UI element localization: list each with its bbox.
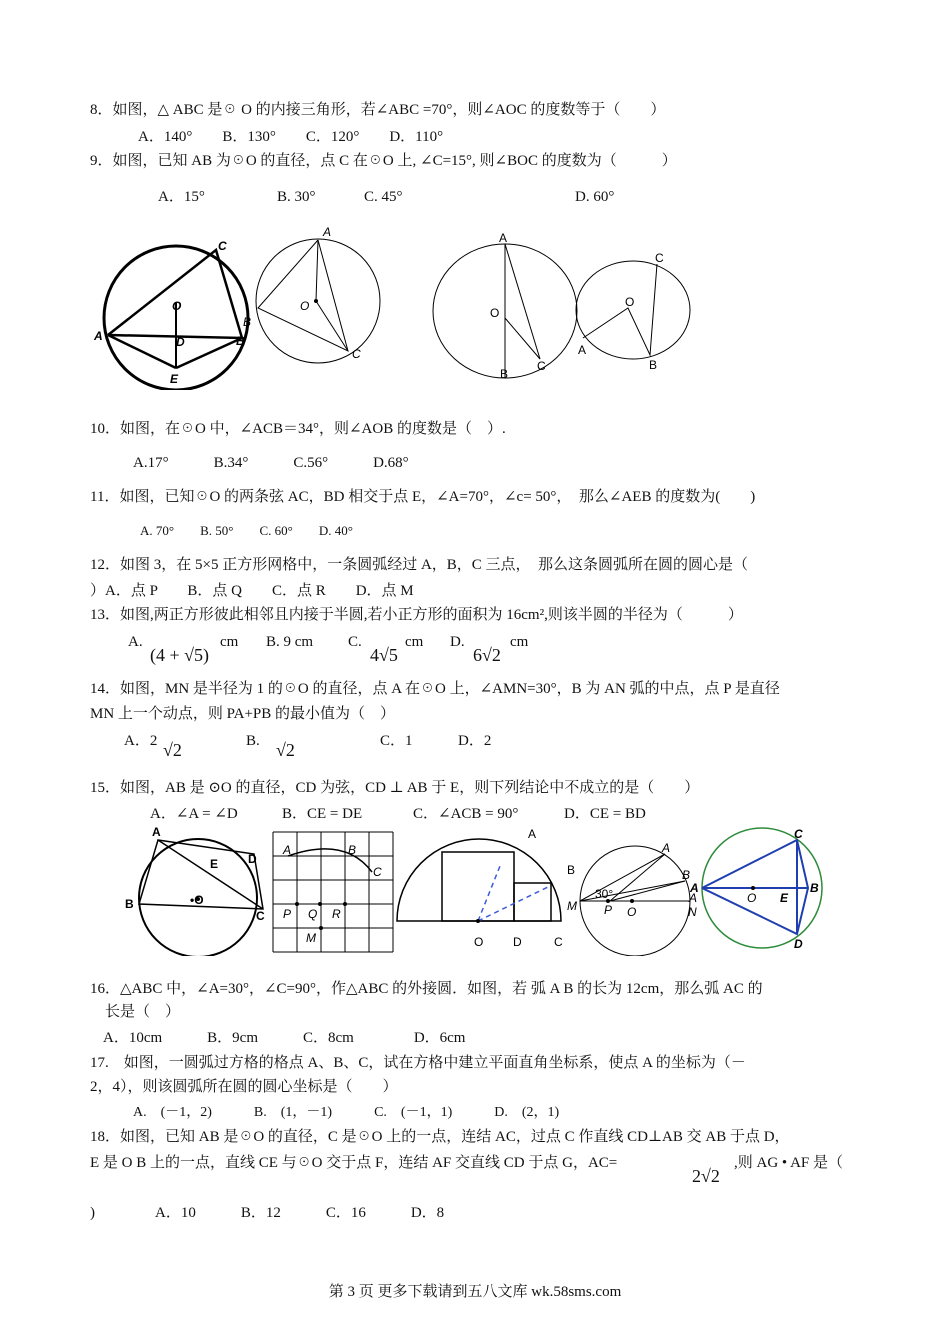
- f4-label-a: A: [578, 343, 587, 357]
- f8-label-a-top: A: [662, 841, 671, 855]
- figure-row-1: [90, 218, 710, 390]
- f2-label-b: B: [243, 315, 252, 329]
- figure-row-2: [120, 826, 830, 956]
- q17-options: A. (－1，2) B. (1，－1) C. (－1，1) D. (2，1): [133, 1105, 560, 1120]
- f9-label-c: C: [794, 827, 803, 841]
- q9-option-d: D. 60°: [575, 189, 615, 205]
- f5-label-d: D: [248, 852, 257, 866]
- f6-label-r: R: [332, 907, 341, 921]
- q18-line1: 18．如图，已知 AB 是☉O 的直径，C 是☉O 上的一点，连结 AC，过点 C 作直线 CD⊥AB 交 AB 于点 D，: [90, 1129, 790, 1145]
- q10-stem: 10．如图，在☉O 中，∠ACB＝34°，则∠AOB 的度数是（ ）.: [90, 421, 506, 437]
- q9-option-a: A．15°: [158, 189, 205, 205]
- f8-label-b: B: [682, 868, 691, 882]
- f1-label-b: B: [236, 334, 245, 348]
- f4-label-b: B: [649, 358, 658, 372]
- q9-stem: 9．如图，已知 AB 为☉O 的直径，点 C 在☉O 上, ∠C=15°, 则∠BOC 的度数为（ ）: [90, 153, 677, 169]
- f1-label-o: O: [172, 299, 182, 313]
- f5-label-b: B: [125, 897, 134, 911]
- q12-line1: 12．如图 3，在 5×5 正方形网格中，一条圆弧经过 A，B，C 三点， 那么这条圆弧所在圆的圆心是（: [90, 557, 749, 573]
- q12-line2: ）A．点 P B．点 Q C．点 R D．点 M: [90, 583, 414, 599]
- f9-label-e: E: [780, 891, 789, 905]
- q18-line2-end: ,则 AG • AF 是（: [734, 1155, 844, 1171]
- f7-label-o: O: [474, 935, 484, 949]
- f6-label-q: Q: [308, 907, 318, 921]
- q18-line2-value: 2√2: [692, 1166, 720, 1186]
- f8-label-p: P: [604, 903, 613, 917]
- f1-label-d: D: [176, 335, 185, 349]
- f5-label-e: E: [210, 857, 219, 871]
- f6-label-m: M: [306, 931, 316, 945]
- f2-label-o: O: [300, 299, 310, 313]
- f3-label-c: C: [537, 359, 546, 373]
- q15-stem: 15．如图，AB 是 ⊙O 的直径，CD 为弦，CD ⊥ AB 于 E，则下列结论中不成立的是（ ）: [90, 780, 700, 796]
- q13-option-a-unit: cm: [220, 634, 239, 650]
- q14-option-d: D．2: [458, 733, 492, 749]
- f2-label-c: C: [352, 347, 361, 361]
- f1-label-e: E: [170, 372, 179, 386]
- q13-option-c: C.: [348, 634, 362, 650]
- q10-options: A.17° B.34° C.56° D.68°: [133, 455, 409, 471]
- q13-option-d-unit: cm: [510, 634, 529, 650]
- q13-option-d-value: 6√2: [473, 645, 501, 665]
- q14-option-b-value: √2: [276, 740, 295, 760]
- q13-option-a-value: (4 + √5): [150, 645, 210, 665]
- q18-line3: ) A．10 B．12 C．16 D．8: [90, 1205, 445, 1221]
- f9-label-b: B: [810, 881, 819, 895]
- q17-line2: 2，4），则该圆弧所在圆的圆心坐标是（ ）: [90, 1079, 398, 1095]
- q15-option-d: D．CE = BD: [564, 806, 646, 822]
- f8-label-n: N: [688, 905, 697, 919]
- f3-label-o: O: [490, 306, 500, 320]
- f2-label-a: A: [323, 225, 332, 239]
- q14-line2: MN 上一个动点，则 PA+PB 的最小值为（ ）: [90, 706, 396, 722]
- f3-label-b: B: [500, 367, 509, 381]
- q14-option-b: B.: [246, 733, 260, 749]
- f8-label-o: O: [627, 905, 637, 919]
- q9-option-c: C. 45°: [364, 189, 403, 205]
- q13-option-a: A.: [128, 634, 143, 650]
- q11-options: A. 70° B. 50° C. 60° D. 40°: [140, 523, 353, 538]
- q18-line2: E 是 O B 上的一点，直线 CE 与☉O 交于点 F，连结 AF 交直线 CD 于点 G，AC=: [90, 1155, 618, 1171]
- f4-label-c: C: [655, 251, 664, 265]
- f7-label-d: D: [513, 935, 522, 949]
- f7-label-a: A: [528, 827, 537, 841]
- q14-line1: 14．如图，MN 是半径为 1 的☉O 的直径，点 A 在☉O 上，∠AMN=30°，B 为 AN 弧的中点，点 P 是直径: [90, 681, 780, 697]
- q16-options: A．10cm B．9cm C．8cm D．6cm: [103, 1030, 466, 1046]
- q8-options: A．140° B．130° C．120° D．110°: [138, 129, 444, 145]
- f9-label-o: O: [747, 891, 757, 905]
- page-footer: 第 3 页 更多下载请到五八文库 wk.58sms.com: [328, 1284, 622, 1300]
- f6-label-p: P: [283, 907, 292, 921]
- q16-line1: 16．△ABC 中，∠A=30°，∠C=90°，作△ABC 的外接圆．如图，若 弧 A B 的长为 12cm，那么弧 AC 的: [90, 981, 763, 997]
- f7-label-c: C: [554, 935, 563, 949]
- q13-stem: 13．如图,两正方形彼此相邻且内接于半圆,若小正方形的面积为 16cm²,则该半圆的半径为（ ）: [90, 607, 743, 623]
- f9-label-a: A: [690, 881, 699, 895]
- q13-option-b: B. 9 cm: [266, 634, 314, 650]
- f5-label-c: C: [256, 909, 265, 923]
- q11-stem: 11．如图，已知☉O 的两条弦 AC，BD 相交于点 E，∠A=70°，∠c= 50°， 那么∠AEB 的度数为( ): [90, 489, 756, 505]
- q15-option-a: A．∠A = ∠D: [150, 806, 238, 822]
- q14-option-a: A．2: [124, 733, 158, 749]
- f8-label-a: A: [689, 891, 698, 905]
- q14-option-c: C．1: [380, 733, 413, 749]
- f5-label-a: A: [152, 826, 161, 839]
- f1-label-c: C: [218, 239, 227, 253]
- q9-option-b: B. 30°: [277, 189, 316, 205]
- q13-option-c-unit: cm: [405, 634, 424, 650]
- q17-line1: 17. 如图，一圆弧过方格的格点 A、B、C，试在方格中建立平面直角坐标系，使点 A 的坐标为（－: [90, 1055, 746, 1071]
- f3-label-a: A: [499, 231, 508, 245]
- q13-option-c-value: 4√5: [370, 645, 398, 665]
- f1-label-a: A: [94, 329, 103, 343]
- f6-label-c: C: [373, 865, 382, 879]
- q16-line2: 长是（ ）: [105, 1004, 181, 1020]
- f8-label-m: M: [567, 899, 577, 913]
- f6-label-b: B: [348, 843, 357, 857]
- q15-option-b: B．CE = DE: [282, 806, 363, 822]
- f5-label-o: •O: [190, 893, 204, 907]
- q13-option-d: D.: [450, 634, 465, 650]
- f8-label-b-left: B: [567, 863, 576, 877]
- q8-stem: 8．如图，△ ABC 是☉ O 的内接三角形，若∠ABC =70°，则∠AOC 的度数等于（ ）: [90, 102, 666, 118]
- f8-label-angle: 30°: [595, 887, 614, 901]
- f4-label-o: O: [625, 295, 635, 309]
- q14-option-a-value: √2: [163, 740, 182, 760]
- f9-label-d: D: [794, 937, 803, 951]
- f6-label-a: A: [283, 843, 292, 857]
- q15-option-c: C．∠ACB = 90°: [413, 806, 519, 822]
